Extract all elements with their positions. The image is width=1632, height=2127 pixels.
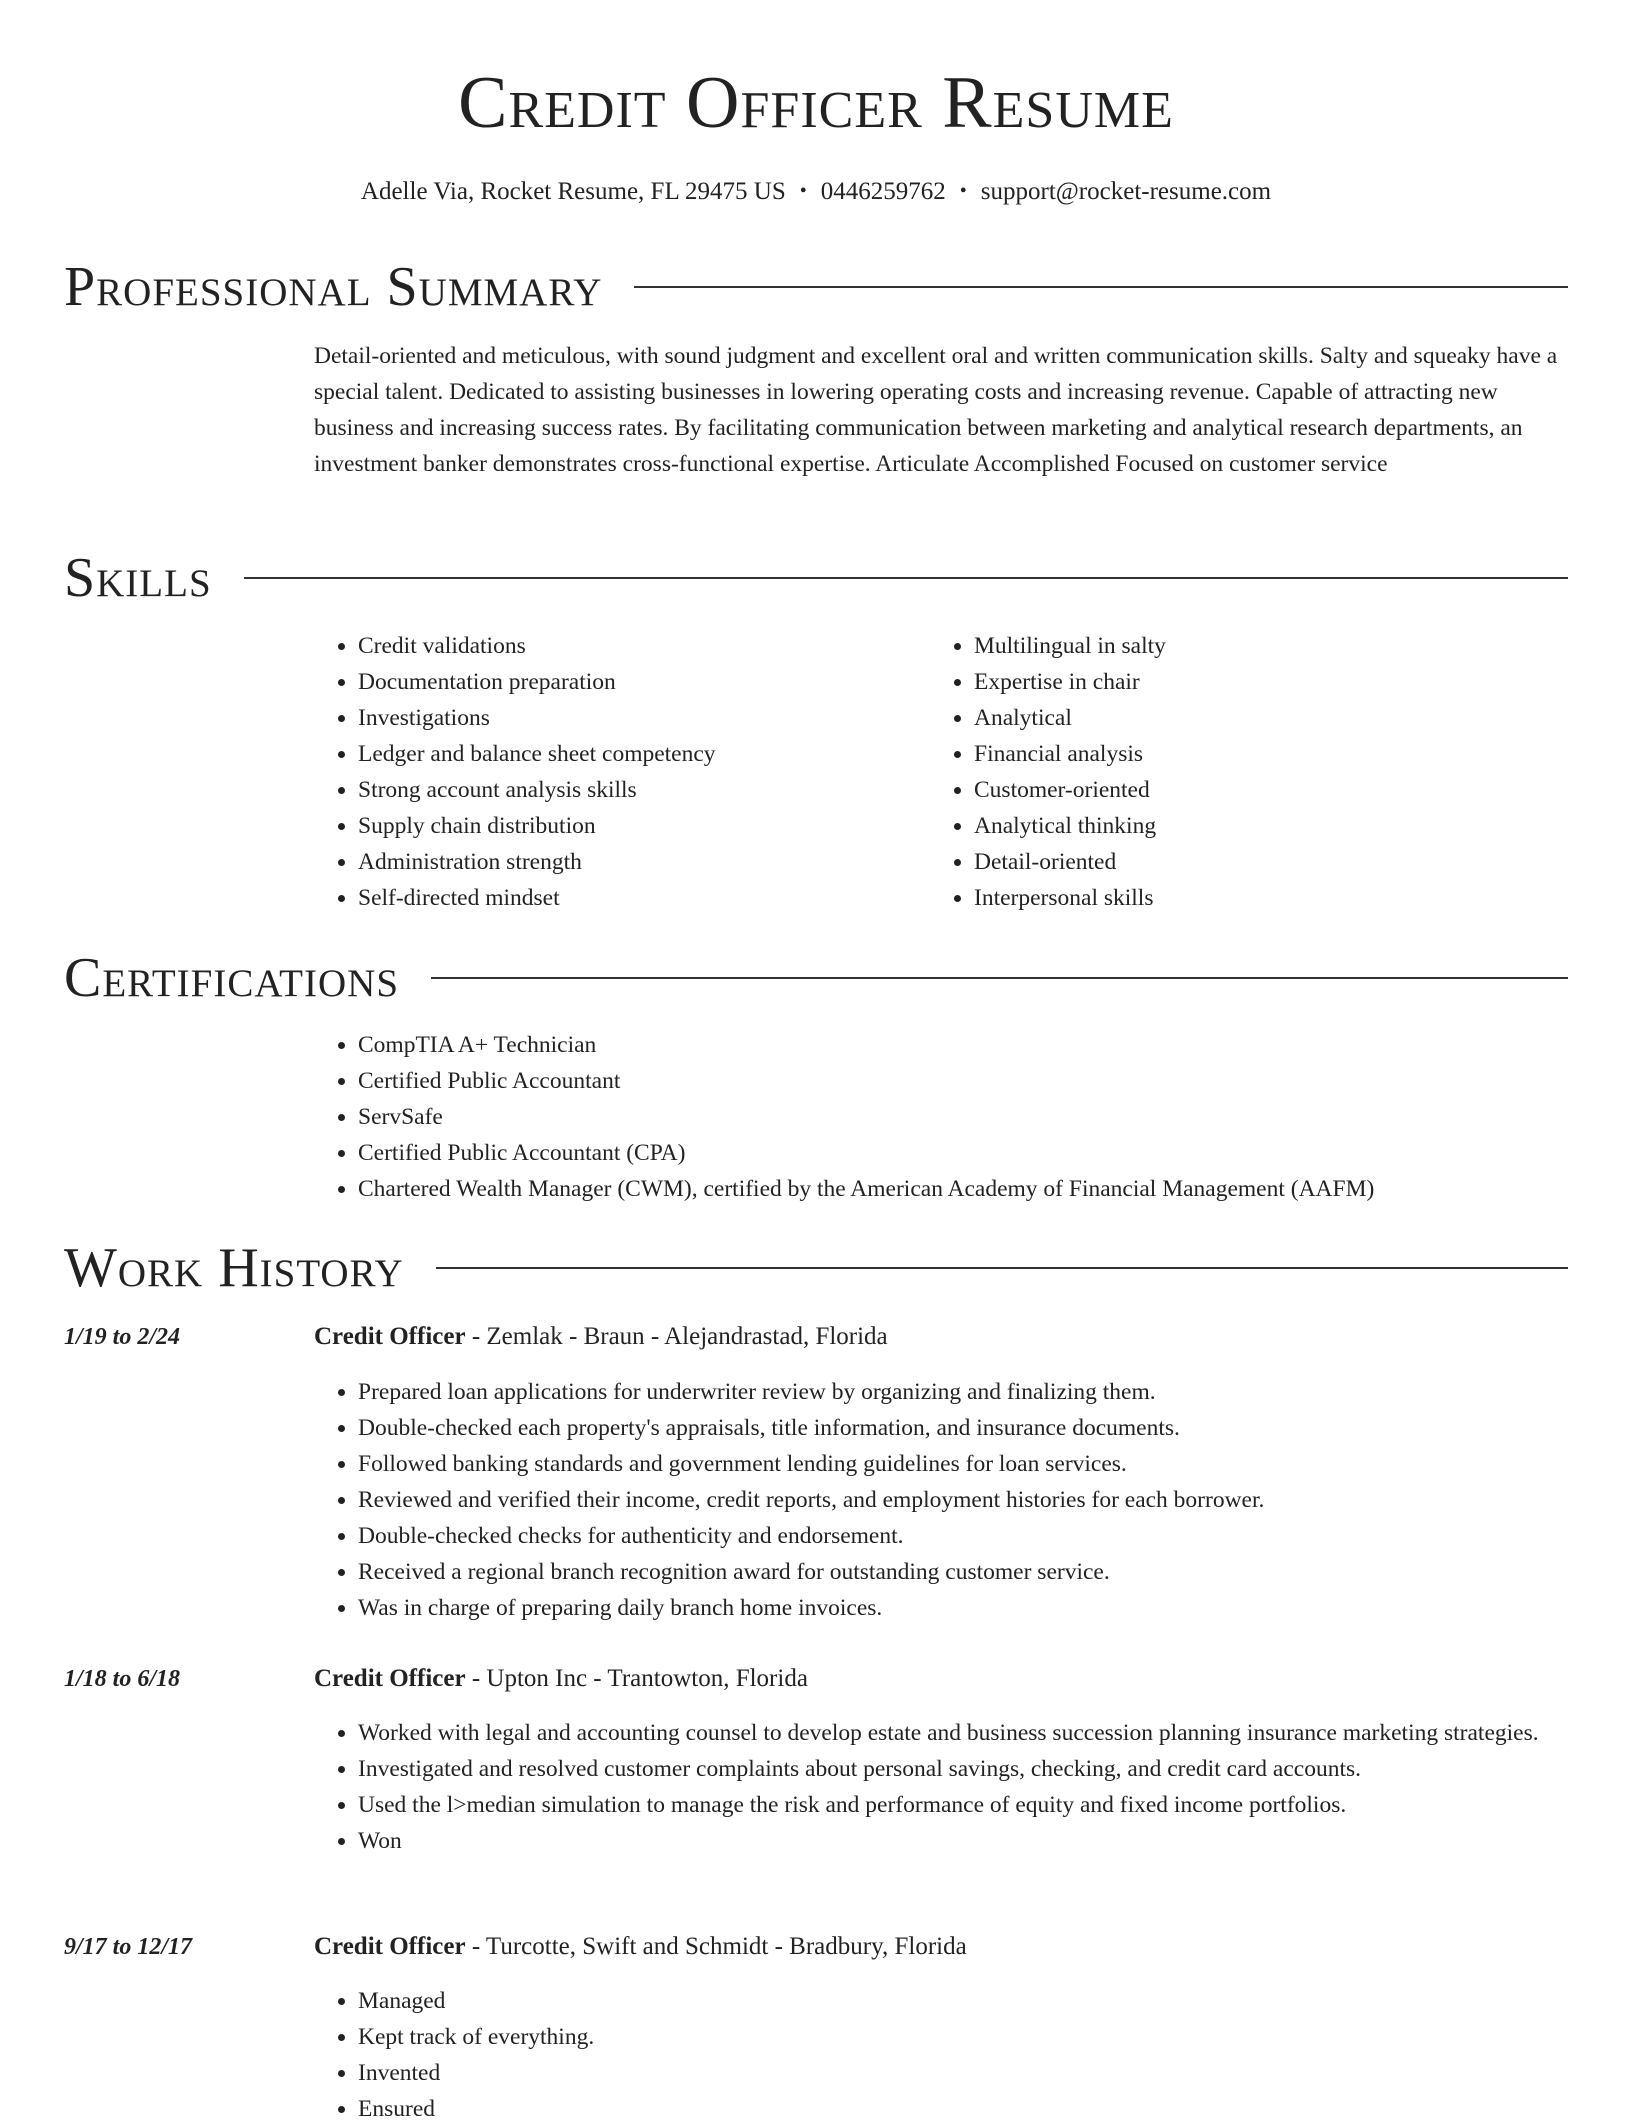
job-bullet: • Double-checked each property's appraisals, title information, and insurance documents. [358, 1410, 1614, 1446]
skill-item: • Strong account analysis skills [358, 772, 918, 808]
skill-item: • Analytical thinking [974, 808, 1574, 844]
job-dates: 1/19 to 2/24 [64, 1324, 181, 1350]
job-dates: 9/17 to 12/17 [64, 1934, 193, 1960]
summary-section-header [64, 252, 1568, 322]
section-divider [244, 577, 1568, 579]
skills-heading: Skills [64, 547, 212, 609]
job-bullets [314, 1374, 1614, 1626]
job-bullet: • Used the l>median simulation to manage the risk and performance of equity and fixed income portfolios. [358, 1787, 1614, 1823]
contact-address: Adelle Via, Rocket Resume, FL 29475 US [360, 178, 786, 205]
job-bullet: • Won [358, 1823, 1614, 1859]
certification-item: • CompTIA A+ Technician [358, 1027, 1614, 1063]
summary-text: Detail-oriented and meticulous, with sound judgment and excellent oral and written communication skills. Salty and squeaky have a special talent. Dedicated to assisting businesses in lowering operating costs and increasing revenue. Capable of attracting new business and increasing success rates. By facilitating communication between marketing and analytical research departments, an investment banker demonstrates cross-functional expertise. Articulate Accomplished Focused on customer service [314, 343, 1558, 477]
contact-separator: • [799, 180, 807, 202]
job-role: Credit Officer [314, 1665, 466, 1692]
skill-item: • Documentation preparation [358, 664, 918, 700]
job-bullet: • Worked with legal and accounting counsel to develop estate and business succession planning insurance marketing strategies. [358, 1715, 1614, 1751]
contact-phone: 0446259762 [820, 178, 946, 205]
job-bullet: • Reviewed and verified their income, credit reports, and employment histories for each borrower. [358, 1482, 1614, 1518]
skill-item: • Investigations [358, 700, 918, 736]
job-role: Credit Officer [314, 1323, 466, 1350]
job-bullets [314, 1983, 1614, 2127]
job-bullet: • Ensured [358, 2091, 1614, 2127]
job-role: Credit Officer [314, 1933, 466, 1960]
skill-item: • Ledger and balance sheet competency [358, 736, 918, 772]
job-bullet: • Received a regional branch recognition award for outstanding customer service. [358, 1554, 1614, 1590]
job-heading [314, 1320, 888, 1354]
certification-item: • Chartered Wealth Manager (CWM), certified by the American Academy of Financial Management (AAFM) [358, 1171, 1614, 1207]
skill-item: • Customer-oriented [974, 772, 1574, 808]
section-divider [634, 286, 1568, 288]
skill-item: • Analytical [974, 700, 1574, 736]
job-bullet: • Followed banking standards and government lending guidelines for loan services. [358, 1446, 1614, 1482]
certification-item: • ServSafe [358, 1099, 1614, 1135]
skill-item: • Supply chain distribution [358, 808, 918, 844]
job-employer: - Upton Inc - Trantowton, Florida [465, 1665, 808, 1692]
certification-item: • Certified Public Accountant (CPA) [358, 1135, 1614, 1171]
skills-list-right [930, 628, 1574, 916]
skill-item: • Detail-oriented [974, 844, 1574, 880]
certifications-section-header [64, 943, 1568, 1013]
skill-item: • Financial analysis [974, 736, 1574, 772]
job-bullet: • Managed [358, 1983, 1614, 2019]
skills-section-header [64, 543, 1568, 613]
skill-item: • Administration strength [358, 844, 918, 880]
job-employer: - Turcotte, Swift and Schmidt - Bradbury, Florida [465, 1933, 967, 1960]
skill-item: • Self-directed mindset [358, 880, 918, 916]
job-bullet: • Kept track of everything. [358, 2019, 1614, 2055]
skill-item: • Expertise in chair [974, 664, 1574, 700]
job-bullets [314, 1715, 1614, 1859]
job-dates: 1/18 to 6/18 [64, 1666, 181, 1692]
job-bullet: • Was in charge of preparing daily branch home invoices. [358, 1590, 1614, 1626]
job-heading [314, 1930, 967, 1964]
skills-list-left [314, 628, 918, 916]
contact-line [0, 174, 1632, 209]
section-divider [436, 1267, 1568, 1269]
work-section-header [64, 1233, 1568, 1303]
summary-heading: Professional Summary [64, 256, 603, 318]
contact-separator: • [959, 180, 967, 202]
skill-item: • Credit validations [358, 628, 918, 664]
certifications-list [314, 1027, 1614, 1207]
resume-title: Credit Officer Resume [458, 62, 1174, 144]
job-heading [314, 1662, 808, 1696]
skill-item: • Interpersonal skills [974, 880, 1574, 916]
job-bullet: • Double-checked checks for authenticity and endorsement. [358, 1518, 1614, 1554]
job-bullet: • Prepared loan applications for underwriter review by organizing and finalizing them. [358, 1374, 1614, 1410]
skill-item: • Multilingual in salty [974, 628, 1574, 664]
contact-email: support@rocket-resume.com [980, 178, 1272, 205]
section-divider [431, 977, 1568, 979]
certification-item: • Certified Public Accountant [358, 1063, 1614, 1099]
work-heading: Work History [64, 1237, 404, 1299]
job-employer: - Zemlak - Braun - Alejandrastad, Florida [465, 1323, 888, 1350]
job-bullet: • Investigated and resolved customer complaints about personal savings, checking, and credit card accounts. [358, 1751, 1614, 1787]
certifications-heading: Certifications [64, 947, 400, 1009]
job-bullet: • Invented [358, 2055, 1614, 2091]
